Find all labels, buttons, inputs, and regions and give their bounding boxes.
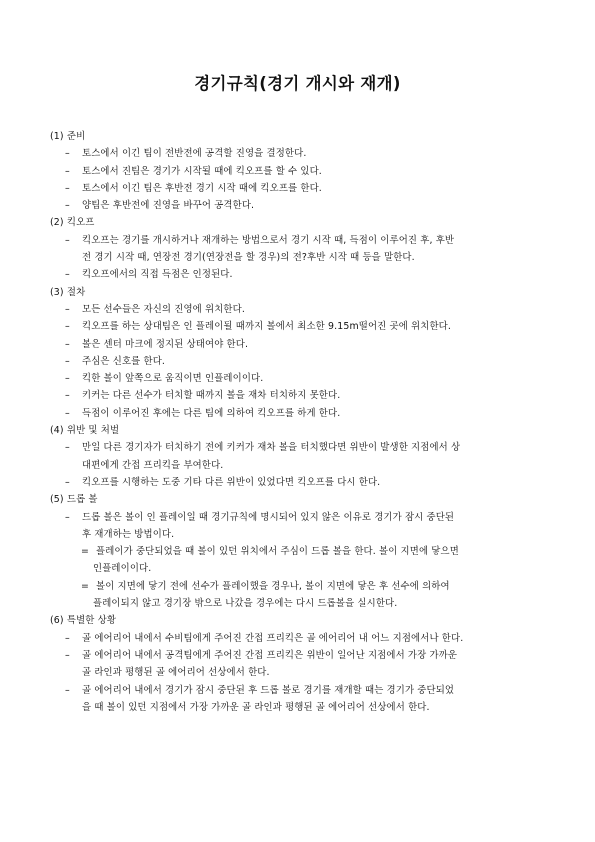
list-item (50, 682, 550, 699)
list-item (50, 336, 550, 353)
line-text: 플레이되지 않고 경기장 밖으로 나갔을 경우에는 다시 드롭볼을 실시한다. (93, 598, 398, 610)
dash-bullet-marker: – (65, 200, 70, 212)
section-heading (50, 491, 550, 508)
list-item (50, 370, 550, 387)
list-item (50, 145, 550, 162)
line-text: 드롭 볼은 볼이 인 플레이일 때 경기규칙에 명시되어 있지 않은 이유로 경기가 잠시 중단된 (82, 511, 455, 523)
list-item (50, 180, 550, 197)
list-item (50, 439, 550, 456)
sub-item (50, 543, 550, 560)
dash-bullet-marker: – (65, 632, 70, 644)
dash-bullet-marker: – (65, 303, 70, 315)
dash-bullet-marker: – (65, 355, 70, 367)
line-text: 토스에서 이긴 팀이 전반전에 공격할 진영을 결정한다. (82, 148, 307, 160)
line-text: 볼은 센터 마크에 정지된 상태여야 한다. (82, 338, 249, 350)
list-item (50, 405, 550, 422)
line-text: 양팀은 후반전에 진영을 바꾸어 공격한다. (82, 200, 255, 212)
line-text: 키커는 다른 선수가 터치할 때까지 볼을 재차 터치하지 못한다. (82, 390, 341, 402)
list-item (50, 509, 550, 526)
line-text: 대편에게 간접 프리킥을 부여한다. (82, 459, 224, 471)
line-text: 골 에어리어 내에서 공격팀에게 주어진 간접 프리킥은 위반이 일어난 지점에서 가장 가까운 (82, 649, 458, 661)
list-item (50, 197, 550, 214)
dash-bullet-marker: – (65, 269, 70, 281)
dash-bullet-marker: – (65, 476, 70, 488)
list-item (50, 232, 550, 249)
dash-bullet-marker: – (65, 649, 70, 661)
section-heading (50, 612, 550, 629)
section-heading (50, 214, 550, 231)
line-text: 킥오프를 시행하는 도중 기타 다른 위반이 있었다면 킥오프를 다시 한다. (82, 476, 381, 488)
list-item (50, 318, 550, 335)
list-item-continuation (50, 699, 550, 716)
line-text: (5) 드롭 볼 (50, 494, 98, 506)
dash-bullet-marker: – (65, 165, 70, 177)
line-text: 득점이 이루어진 후에는 다른 팀에 의하여 킥오프를 하게 한다. (82, 407, 341, 419)
section-heading (50, 284, 550, 301)
dash-bullet-marker: – (65, 407, 70, 419)
line-text: 볼이 지면에 닿기 전에 선수가 플레이했을 경우나, 볼이 지면에 닿은 후 선수에 의하여 (96, 580, 450, 592)
dash-bullet-marker: – (65, 182, 70, 194)
line-text: (4) 위반 및 처벌 (50, 425, 120, 437)
line-text: 킥오프를 하는 상대팀은 인 플레이될 때까지 볼에서 최소한 9.15m떨어진 곳에 위치한다. (82, 321, 451, 333)
list-item-continuation (50, 664, 550, 681)
line-text: 토스에서 진팀은 경기가 시작될 때에 킥오프를 할 수 있다. (82, 165, 322, 177)
list-item-continuation (50, 249, 550, 266)
list-item (50, 387, 550, 404)
dash-bullet-marker: – (65, 511, 70, 523)
line-text: 후 재개하는 방법이다. (82, 528, 175, 540)
list-item-continuation (50, 526, 550, 543)
list-item-continuation (50, 457, 550, 474)
line-text: 플레이가 중단되었을 때 볼이 있던 위치에서 주심이 드롭 볼을 한다. 볼이 지면에 닿으면 (96, 546, 459, 558)
line-text: 킥오프는 경기를 개시하거나 재개하는 방법으로서 경기 시작 때, 득점이 이루어진 후, 후반 (82, 234, 455, 246)
line-text: (1) 준비 (50, 131, 86, 142)
list-item (50, 163, 550, 180)
line-text: 모든 선수들은 자신의 진영에 위치한다. (82, 303, 245, 315)
document-body (50, 128, 550, 716)
list-item (50, 647, 550, 664)
line-text: 전 경기 시작 때, 연장전 경기(연장전을 할 경우)의 전?후반 시작 때 등을 말한다. (82, 252, 415, 264)
dash-bullet-marker: – (65, 442, 70, 454)
dash-bullet-marker: – (65, 234, 70, 246)
sub-bullet-marker: = (81, 580, 90, 592)
line-text: 인플레이이다. (93, 563, 152, 575)
list-item (50, 301, 550, 318)
sub-item (50, 578, 550, 595)
line-text: 만일 다른 경기자가 터치하기 전에 키커가 재차 볼을 터치했다면 위반이 발생한 지점에서 상 (82, 442, 461, 454)
sub-bullet-marker: = (81, 546, 90, 558)
list-item (50, 474, 550, 491)
line-text: 킥오프에서의 직접 득점은 인정된다. (82, 269, 233, 281)
dash-bullet-marker: – (65, 321, 70, 333)
line-text: 토스에서 이긴 팀은 후반전 경기 시작 때에 킥오프를 한다. (82, 182, 322, 194)
document-title: 경기규칙(경기 개시와 재개) (194, 74, 401, 93)
list-item (50, 630, 550, 647)
dash-bullet-marker: – (65, 684, 70, 696)
line-text: 골 라인과 평행된 골 에어리어 선상에서 한다. (82, 667, 270, 679)
line-text: 주심은 신호를 한다. (82, 355, 166, 367)
section-heading (50, 422, 550, 439)
line-text: (3) 절차 (50, 286, 86, 298)
dash-bullet-marker: – (65, 338, 70, 350)
dash-bullet-marker: – (65, 148, 70, 160)
dash-bullet-marker: – (65, 390, 70, 402)
sub-item-continuation (50, 595, 550, 612)
line-text: 골 에어리어 내에서 경기가 잠시 중단된 후 드롭 볼로 경기를 재개할 때는 경기가 중단되었 (82, 684, 455, 696)
section-heading (50, 128, 550, 145)
sub-item-continuation (50, 560, 550, 577)
list-item (50, 266, 550, 283)
line-text: 을 때 볼이 있던 지점에서 가장 가까운 골 라인과 평행된 골 에어리어 선상에서 한다. (82, 701, 430, 713)
line-text: 킥한 볼이 앞쪽으로 움직이면 인플레이이다. (82, 373, 264, 385)
line-text: 골 에어리어 내에서 수비팀에게 주어진 간접 프리킥은 골 에어리어 내 어느 지점에서나 한다. (82, 632, 464, 644)
dash-bullet-marker: – (65, 373, 70, 385)
line-text: (6) 특별한 상황 (50, 615, 117, 627)
line-text: (2) 킥오프 (50, 217, 95, 229)
list-item (50, 353, 550, 370)
